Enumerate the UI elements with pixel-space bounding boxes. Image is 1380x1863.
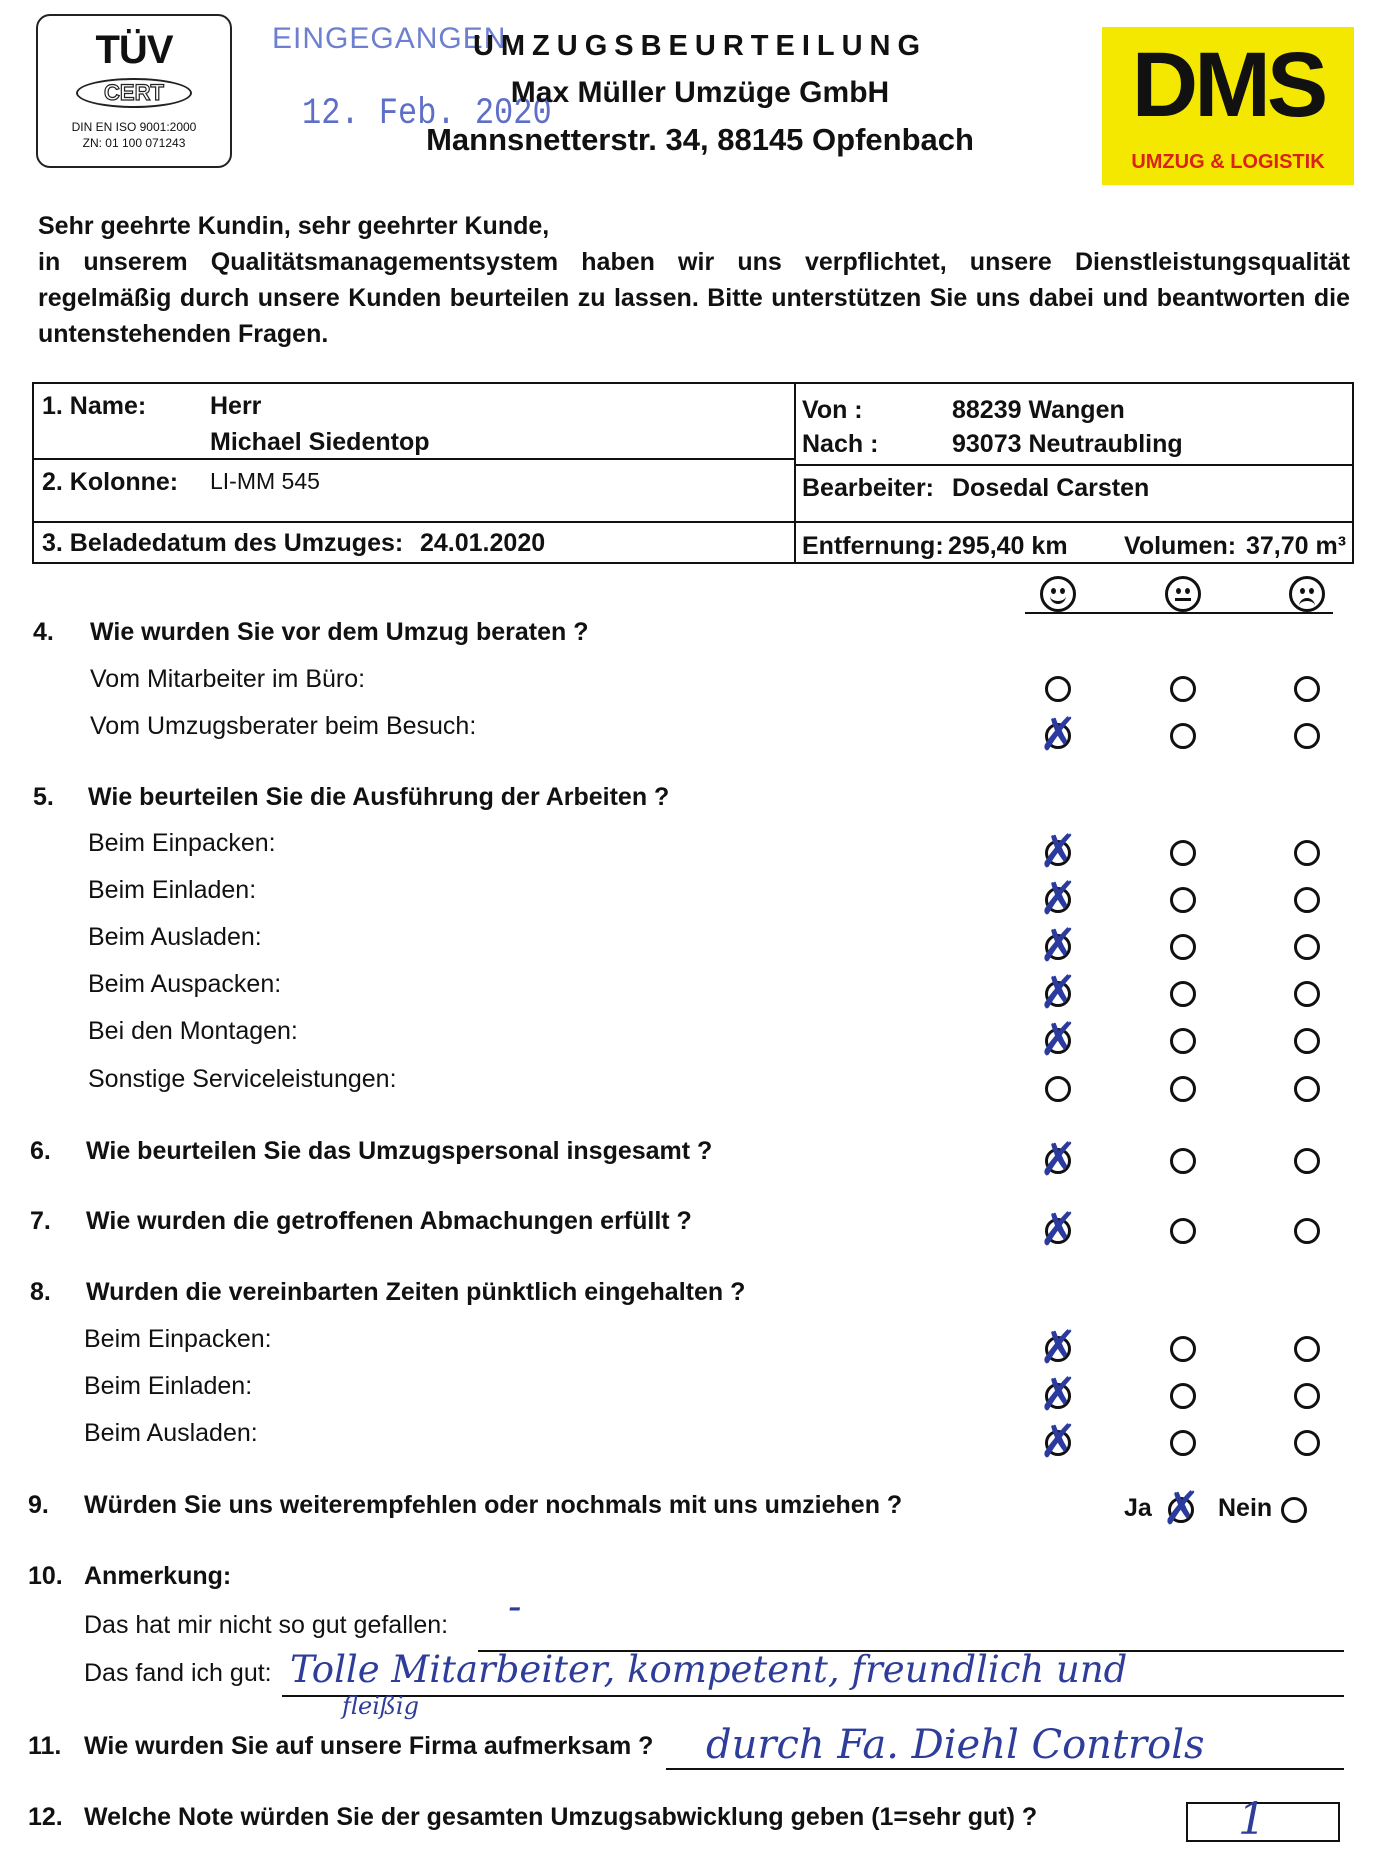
q6-number: 6. — [30, 1137, 51, 1165]
q5-item-label: Beim Ausladen: — [88, 923, 262, 951]
checkmark-x-icon: ✗ — [1039, 871, 1078, 925]
q10-number: 10. — [28, 1562, 63, 1590]
checkmark-x-icon: ✗ — [1039, 707, 1078, 761]
rating-circle[interactable] — [1170, 887, 1196, 913]
rating-circle[interactable] — [1294, 934, 1320, 960]
q10-heading: Anmerkung: — [84, 1562, 232, 1590]
q5-item-label: Beim Einladen: — [88, 876, 257, 904]
checkmark-x-icon: ✗ — [1039, 1202, 1078, 1256]
dms-logo — [1102, 27, 1354, 185]
rating-circle[interactable] — [1170, 1148, 1196, 1174]
entfernung-label: Entfernung: — [802, 532, 944, 560]
dms-logo-word: DMS — [1131, 34, 1325, 136]
tuv-standard: DIN EN ISO 9001:2000 — [71, 120, 197, 134]
rating-circle[interactable] — [1045, 676, 1071, 702]
form-title: UMZUGSBEURTEILUNG — [472, 30, 928, 62]
rating-circle[interactable] — [1294, 1076, 1320, 1102]
customer-info-table — [32, 382, 1354, 564]
nach-label: Nach : — [802, 430, 879, 458]
intro-text — [38, 208, 1350, 352]
q10-negative-answer[interactable]: - — [508, 1584, 522, 1630]
table-divider — [34, 521, 1352, 523]
q10-negative-label: Das hat mir nicht so gut gefallen: — [84, 1611, 449, 1639]
company-name: Max Müller Umzüge GmbH — [510, 76, 890, 109]
q8-item-label: Beim Ausladen: — [84, 1419, 258, 1447]
q8-number: 8. — [30, 1278, 51, 1306]
von-value: 88239 Wangen — [952, 396, 1125, 424]
von-label: Von : — [802, 396, 863, 424]
tuv-logo-word: TÜV — [95, 28, 173, 72]
name-label: 1. Name: — [42, 392, 147, 420]
table-divider — [794, 464, 1352, 466]
name-value: Michael Siedentop — [210, 428, 430, 456]
rating-circle[interactable] — [1170, 1383, 1196, 1409]
checkmark-x-icon: ✗ — [1039, 824, 1078, 878]
checkmark-x-icon: ✗ — [1039, 1132, 1078, 1186]
volumen-value: 37,70 m³ — [1246, 532, 1347, 560]
q7-question: Wie wurden die getroffenen Abmachungen erfüllt ? — [86, 1207, 692, 1235]
rating-circle[interactable] — [1170, 840, 1196, 866]
neutral-face-icon — [1165, 576, 1201, 612]
rating-circle[interactable] — [1294, 981, 1320, 1007]
q9-nein-label: Nein — [1218, 1494, 1273, 1522]
checkmark-x-icon: ✗ — [1039, 1367, 1078, 1421]
rating-circle[interactable] — [1294, 840, 1320, 866]
q10-positive-line — [282, 1695, 1344, 1697]
rating-header-rule — [1025, 612, 1333, 614]
q9-question: Würden Sie uns weiterempfehlen oder nochmals mit uns umziehen ? — [84, 1491, 903, 1519]
q5-item-label: Sonstige Serviceleistungen: — [88, 1065, 397, 1093]
checkmark-x-icon: ✗ — [1039, 965, 1078, 1019]
checkmark-x-icon: ✗ — [1039, 918, 1078, 972]
sad-face-icon — [1289, 576, 1325, 612]
kolonne-label: 2. Kolonne: — [42, 468, 179, 496]
checkmark-x-icon: ✗ — [1039, 1012, 1078, 1066]
q11-number: 11. — [28, 1732, 62, 1760]
q7-number: 7. — [30, 1207, 51, 1235]
q8-question: Wurden die vereinbarten Zeiten pünktlich eingehalten ? — [86, 1278, 746, 1306]
rating-circle[interactable] — [1294, 676, 1320, 702]
q8-item-label: Beim Einladen: — [84, 1372, 253, 1400]
q11-answer-line — [666, 1768, 1344, 1770]
q8-item-label: Beim Einpacken: — [84, 1325, 272, 1353]
company-address: Mannsnetterstr. 34, 88145 Opfenbach — [426, 122, 974, 157]
q9-nein-circle[interactable] — [1281, 1497, 1307, 1523]
rating-circle[interactable] — [1170, 934, 1196, 960]
rating-circle[interactable] — [1294, 1430, 1320, 1456]
rating-circle[interactable] — [1045, 1076, 1071, 1102]
beladedatum-value: 24.01.2020 — [420, 529, 546, 557]
rating-circle[interactable] — [1170, 676, 1196, 702]
kolonne-value: LI-MM 545 — [210, 468, 320, 494]
happy-face-icon — [1040, 576, 1076, 612]
q12-grade-value[interactable]: 1 — [1238, 1794, 1266, 1845]
q4-question: Wie wurden Sie vor dem Umzug beraten ? — [90, 618, 589, 646]
rating-circle[interactable] — [1294, 887, 1320, 913]
q11-answer[interactable]: durch Fa. Diehl Controls — [706, 1722, 1205, 1768]
entfernung-value: 295,40 km — [948, 532, 1068, 560]
volumen-label: Volumen: — [1124, 532, 1237, 560]
rating-circle[interactable] — [1170, 723, 1196, 749]
q9-ja-label: Ja — [1124, 1494, 1152, 1522]
rating-circle[interactable] — [1294, 1148, 1320, 1174]
nach-value: 93073 Neutraubling — [952, 430, 1183, 458]
rating-circle[interactable] — [1294, 1336, 1320, 1362]
rating-circle[interactable] — [1294, 1383, 1320, 1409]
q11-question: Wie wurden Sie auf unsere Firma aufmerksam ? — [84, 1732, 654, 1760]
q12-number: 12. — [28, 1803, 63, 1831]
intro-salutation: Sehr geehrte Kundin, sehr geehrter Kunde, — [38, 212, 550, 240]
rating-circle[interactable] — [1294, 1218, 1320, 1244]
rating-circle[interactable] — [1170, 1336, 1196, 1362]
q10-positive-label: Das fand ich gut: — [84, 1659, 272, 1687]
table-divider — [34, 458, 794, 460]
q6-question: Wie beurteilen Sie das Umzugspersonal insgesamt ? — [86, 1137, 713, 1165]
name-title: Herr — [210, 392, 262, 420]
q5-number: 5. — [33, 783, 54, 811]
tuv-logo-cert: CERT — [76, 78, 192, 108]
tuv-cert-number: ZN: 01 100 071243 — [82, 136, 186, 150]
rating-circle[interactable] — [1170, 1430, 1196, 1456]
rating-circle[interactable] — [1170, 1218, 1196, 1244]
intro-body: in unserem Qualitätsmanagementsystem haben wir uns verpflichtet, unsere Dienstleistungsqualität regelmäßig durch unsere Kunden beurteilen zu lassen. Bitte unterstützen Sie uns dabei und beantworten die untenstehenden Fragen. — [38, 248, 1350, 348]
q10-positive-answer-cont[interactable]: fleißig — [342, 1692, 419, 1720]
q5-item-label: Beim Auspacken: — [88, 970, 282, 998]
received-stamp-label: EINGEGANGEN — [272, 22, 507, 55]
rating-circle[interactable] — [1170, 1076, 1196, 1102]
tuv-cert-logo — [36, 14, 232, 168]
bearbeiter-label: Bearbeiter: — [802, 474, 934, 502]
q4-number: 4. — [33, 618, 54, 646]
q4-item-label: Vom Umzugsberater beim Besuch: — [90, 712, 477, 740]
q5-item-label: Bei den Montagen: — [88, 1017, 298, 1045]
table-divider — [794, 384, 796, 562]
rating-circle[interactable] — [1294, 723, 1320, 749]
checkmark-x-icon: ✗ — [1162, 1481, 1201, 1535]
beladedatum-label: 3. Beladedatum des Umzuges: — [42, 529, 404, 557]
q12-question: Welche Note würden Sie der gesamten Umzugsabwicklung geben (1=sehr gut) ? — [84, 1803, 1038, 1831]
rating-circle[interactable] — [1294, 1028, 1320, 1054]
checkmark-x-icon: ✗ — [1039, 1414, 1078, 1468]
checkmark-x-icon: ✗ — [1039, 1320, 1078, 1374]
q9-number: 9. — [28, 1491, 49, 1519]
q10-positive-answer[interactable]: Tolle Mitarbeiter, kompetent, freundlich und — [290, 1648, 1128, 1691]
q5-item-label: Beim Einpacken: — [88, 829, 276, 857]
rating-circle[interactable] — [1170, 981, 1196, 1007]
q4-item-label: Vom Mitarbeiter im Büro: — [90, 665, 366, 693]
received-stamp-date: 12. Feb. 2020 — [302, 92, 552, 135]
bearbeiter-value: Dosedal Carsten — [952, 474, 1150, 502]
dms-logo-subtitle: UMZUG & LOGISTIK — [1131, 151, 1325, 173]
rating-circle[interactable] — [1170, 1028, 1196, 1054]
q5-question: Wie beurteilen Sie die Ausführung der Arbeiten ? — [88, 783, 670, 811]
